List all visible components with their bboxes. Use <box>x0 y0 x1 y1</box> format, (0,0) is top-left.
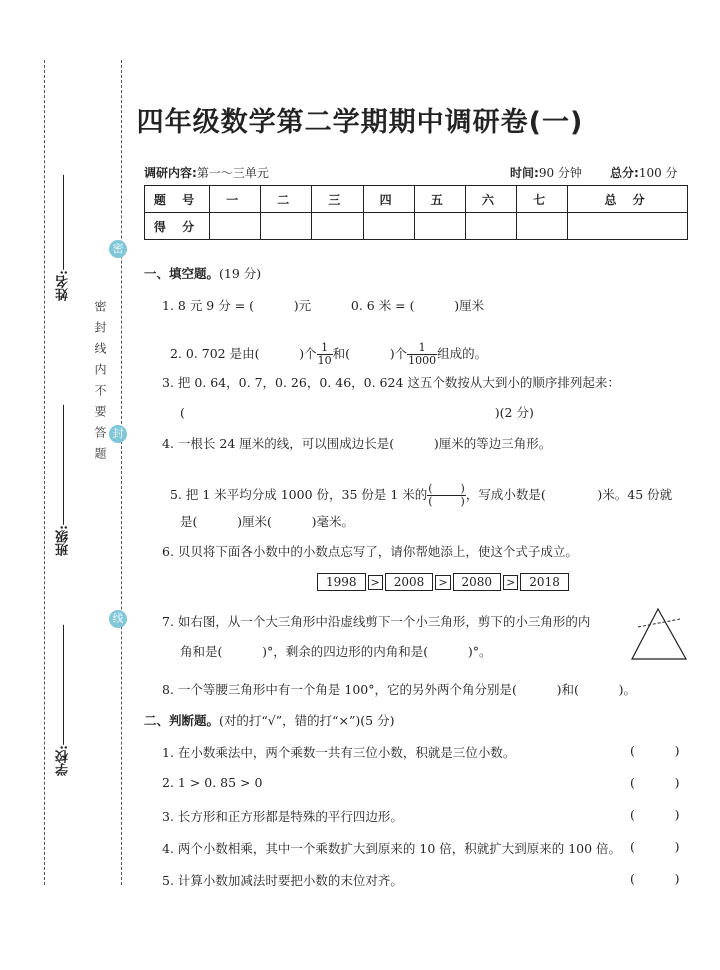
fraction-blank[interactable] <box>427 483 466 508</box>
fraction-numerator: ( ) <box>428 482 465 495</box>
page-title: 四年级数学第二学期期中调研卷(一) <box>136 107 584 138</box>
section1-heading <box>144 264 261 282</box>
class-field[interactable] <box>54 405 73 556</box>
judge-item: 2. 1 > 0. 85 > 0 <box>162 775 263 790</box>
score-header-cell: 总 分 <box>568 186 688 213</box>
score-cell[interactable] <box>312 213 363 240</box>
question-1-4: 4. 一根长 24 厘米的线，可以围成边长是( )厘米的等边三角形。 <box>162 436 552 451</box>
judge-answer-blank[interactable]: ( ) <box>630 807 680 822</box>
judge-answer-blank[interactable]: ( ) <box>630 775 680 790</box>
seal-char-mi: 密 <box>109 240 127 258</box>
score-header-cell: 四 <box>363 186 414 213</box>
score-cell[interactable] <box>210 213 261 240</box>
margin-dash-line-outer <box>44 60 45 885</box>
greater-than-sign: > <box>368 575 383 590</box>
number-box[interactable]: 2008 <box>385 573 434 591</box>
margin-dash-line-inner <box>121 60 122 885</box>
name-field[interactable] <box>54 175 73 301</box>
score-cell[interactable] <box>465 213 516 240</box>
score-row-label: 得 分 <box>145 213 210 240</box>
q2-part-c: 组成的。 <box>437 346 488 361</box>
score-header-cell: 题 号 <box>145 186 210 213</box>
score-table-score-row <box>145 213 688 240</box>
q5-part-b: ，写成小数是( )米。45 份就 <box>465 487 673 502</box>
seal-char-feng: 封 <box>109 425 127 443</box>
score-header-cell: 七 <box>517 186 568 213</box>
meta-time <box>510 164 582 181</box>
section2-title: 二、判断题。 <box>144 713 220 728</box>
score-table-header-row <box>145 186 688 213</box>
time-label: 时间: <box>510 166 539 180</box>
meta-total <box>610 164 678 181</box>
content-value: 第一～三单元 <box>196 166 269 180</box>
fraction-denominator: ( ) <box>428 495 465 508</box>
score-cell[interactable] <box>363 213 414 240</box>
score-table <box>144 185 688 240</box>
judge-item: 4. 两个小数相乘，其中一个乘数扩大到原来的 10 倍，积就扩大到原来的 100 倍。 <box>162 841 622 856</box>
score-cell[interactable] <box>517 213 568 240</box>
class-label: 班级: <box>56 525 71 556</box>
school-field[interactable] <box>54 625 73 776</box>
meta-content <box>144 164 269 181</box>
judge-answer-blank[interactable]: ( ) <box>630 743 680 758</box>
number-box[interactable]: 1998 <box>317 573 366 591</box>
score-header-cell: 五 <box>414 186 465 213</box>
judge-item: 1. 在小数乘法中，两个乘数一共有三位小数，积就是三位小数。 <box>162 745 516 760</box>
cut-dash-line <box>638 619 680 627</box>
question-1-7: 7. 如右图，从一个大三角形中沿虚线剪下一个小三角形，剪下的小三角形的内 <box>162 614 591 629</box>
score-header-cell: 三 <box>312 186 363 213</box>
big-triangle <box>632 609 686 659</box>
section1-title: 一、填空题。 <box>144 266 220 281</box>
question-1-6: 6. 贝贝将下面各小数中的小数点忘写了，请你帮她添上，使这个式子成立。 <box>162 544 578 559</box>
fraction-numerator: 1 <box>317 342 333 355</box>
question-1-3: 3. 把 0. 64，0. 7，0. 26，0. 46，0. 624 这五个数按从大到小的顺序排列起来： <box>162 375 620 390</box>
decimal-chain <box>317 573 569 591</box>
score-cell[interactable] <box>414 213 465 240</box>
fraction-1-10 <box>317 342 333 367</box>
question-1-5 <box>162 468 672 508</box>
time-value: 90 分钟 <box>538 166 582 180</box>
section2-note: (对的打“√”，错的打“×”)(5 分) <box>219 713 395 728</box>
seal-note: 密封线内不要答题 <box>93 300 107 468</box>
fraction-numerator: 1 <box>407 342 437 355</box>
score-header-cell: 二 <box>261 186 312 213</box>
question-1-3-answer: ( )(2 分) <box>180 405 534 420</box>
judge-answer-blank[interactable]: ( ) <box>630 871 680 886</box>
score-cell[interactable] <box>568 213 688 240</box>
question-1-8: 8. 一个等腰三角形中有一个角是 100°，它的另外两个角分别是( )和( )。 <box>162 682 636 697</box>
score-header-cell: 六 <box>465 186 516 213</box>
score-cell[interactable] <box>261 213 312 240</box>
section1-points: (19 分) <box>219 266 262 281</box>
section2-heading <box>144 711 394 729</box>
question-1-5-cont: 是( )厘米( )毫米。 <box>180 514 354 529</box>
q2-part-b: 和( )个 <box>332 346 408 361</box>
school-label: 学校: <box>56 745 71 776</box>
greater-than-sign: > <box>503 575 518 590</box>
total-label: 总分: <box>610 166 639 180</box>
triangle-figure-icon <box>628 605 690 663</box>
content-label: 调研内容: <box>144 166 197 180</box>
judge-answer-blank[interactable]: ( ) <box>630 839 680 854</box>
number-box[interactable]: 2018 <box>520 573 569 591</box>
total-value: 100 分 <box>638 166 678 180</box>
question-1-1: 1. 8 元 9 分 = ( )元 0. 6 米 = ( )厘米 <box>162 298 485 313</box>
score-header-cell: 一 <box>210 186 261 213</box>
q5-part-a: 5. 把 1 米平均分成 1000 份，35 份是 1 米的 <box>169 487 428 502</box>
seal-char-xian: 线 <box>109 610 127 628</box>
name-label: 姓名: <box>56 270 71 301</box>
question-1-7-cont: 角和是( )°，剩余的四边形的内角和是( )°。 <box>180 644 492 659</box>
greater-than-sign: > <box>435 575 450 590</box>
question-1-2 <box>162 327 487 367</box>
fraction-denominator: 1000 <box>408 354 437 367</box>
fraction-denominator: 10 <box>317 354 332 367</box>
judge-item: 3. 长方形和正方形都是特殊的平行四边形。 <box>162 809 403 824</box>
judge-item: 5. 计算小数加减法时要把小数的末位对齐。 <box>162 873 403 888</box>
q2-part-a: 2. 0. 702 是由( )个 <box>169 346 317 361</box>
fraction-1-1000 <box>407 342 437 367</box>
number-box[interactable]: 2080 <box>453 573 502 591</box>
